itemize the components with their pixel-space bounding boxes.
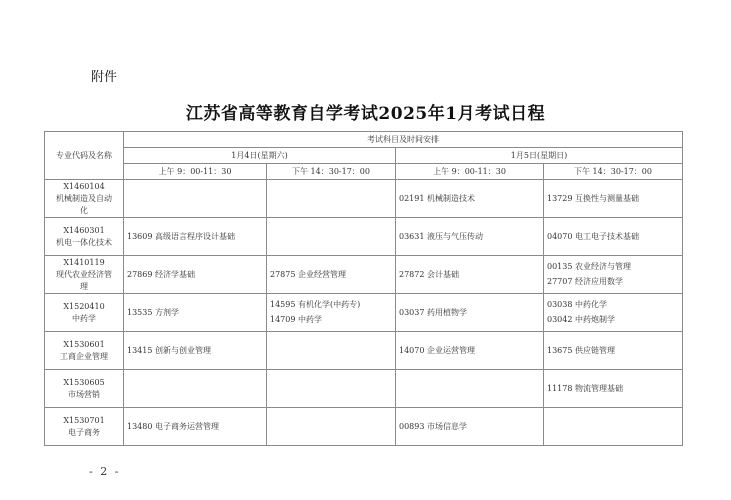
schedule-header-cell: 考试科目及时间安排 bbox=[124, 132, 683, 148]
major-row bbox=[45, 256, 683, 294]
course-cell bbox=[544, 294, 683, 332]
major-code: X1520410 bbox=[63, 301, 105, 311]
major-row bbox=[45, 294, 683, 332]
day-row bbox=[45, 148, 683, 164]
course-cell bbox=[544, 332, 683, 370]
course-cell bbox=[396, 294, 544, 332]
major-header-cell: 专业代码及名称 bbox=[45, 132, 124, 180]
course-cell bbox=[267, 294, 396, 332]
major-row bbox=[45, 370, 683, 408]
course-cell bbox=[124, 408, 267, 446]
course-entry: 13609 高级语言程序设计基础 bbox=[127, 231, 235, 241]
course-cell bbox=[124, 332, 267, 370]
page-number: - 2 - bbox=[89, 465, 121, 478]
course-entry: 03631 液压与气压传动 bbox=[399, 231, 483, 241]
course-entry: 11178 物流管理基础 bbox=[547, 383, 623, 393]
session-cell: 上午 9：00-11：30 bbox=[124, 164, 267, 180]
course-cell bbox=[124, 294, 267, 332]
major-code: X1530605 bbox=[63, 377, 105, 387]
course-cell bbox=[124, 256, 267, 294]
course-cell bbox=[396, 408, 544, 446]
course-cell bbox=[544, 370, 683, 408]
major-name: 中药学 bbox=[72, 313, 96, 323]
major-code: X1410119 bbox=[63, 257, 105, 267]
session-cell: 上午 9：00-11：30 bbox=[396, 164, 544, 180]
course-cell bbox=[124, 370, 267, 408]
course-entry: 00135 农业经济与管理 bbox=[547, 262, 631, 271]
major-name: 工商企业管理 bbox=[60, 351, 108, 361]
course-entry: 13729 互换性与测量基础 bbox=[547, 193, 639, 203]
major-row bbox=[45, 218, 683, 256]
session-cell: 下午 14：30-17：00 bbox=[544, 164, 683, 180]
major-cell bbox=[45, 408, 124, 446]
course-entry: 13675 供应链管理 bbox=[547, 345, 615, 355]
course-entry: 14709 中药学 bbox=[270, 315, 322, 324]
course-cell bbox=[544, 180, 683, 218]
course-cell bbox=[544, 408, 683, 446]
day-cell: 1月5日(星期日) bbox=[396, 148, 683, 164]
course-cell bbox=[544, 218, 683, 256]
attachment-label: 附件 bbox=[91, 70, 118, 85]
course-entry: 27707 经济应用数学 bbox=[547, 277, 623, 286]
course-cell bbox=[396, 370, 544, 408]
major-code: X1460104 bbox=[63, 181, 105, 191]
major-cell bbox=[45, 180, 124, 218]
major-cell bbox=[45, 256, 124, 294]
course-cell bbox=[544, 256, 683, 294]
course-cell bbox=[267, 256, 396, 294]
course-entry: 27872 会计基础 bbox=[399, 269, 459, 279]
course-entry: 13535 方剂学 bbox=[127, 307, 179, 317]
course-cell bbox=[396, 332, 544, 370]
course-cell bbox=[267, 370, 396, 408]
course-cell bbox=[124, 180, 267, 218]
course-cell bbox=[396, 218, 544, 256]
course-entry: 02191 机械制造技术 bbox=[399, 193, 475, 203]
course-entry: 27875 企业经营管理 bbox=[270, 269, 346, 279]
course-cell bbox=[267, 408, 396, 446]
course-entry: 03038 中药化学 bbox=[547, 300, 607, 309]
course-cell bbox=[396, 256, 544, 294]
course-entry: 04070 电工电子技术基础 bbox=[547, 231, 639, 241]
session-row bbox=[45, 164, 683, 180]
course-entry: 00893 市场信息学 bbox=[399, 421, 467, 431]
major-cell bbox=[45, 294, 124, 332]
course-entry: 03037 药用植物学 bbox=[399, 307, 467, 317]
major-name: 现代农业经济管理 bbox=[56, 269, 112, 291]
major-name: 机械制造及自动化 bbox=[56, 193, 112, 215]
major-cell bbox=[45, 218, 124, 256]
course-cell bbox=[396, 180, 544, 218]
document-title: 江苏省高等教育自学考试2025年1月考试日程 bbox=[185, 104, 546, 124]
course-entry: 14595 有机化学(中药专) bbox=[270, 300, 361, 309]
major-row bbox=[45, 408, 683, 446]
course-entry: 14070 企业运营管理 bbox=[399, 345, 475, 355]
major-row bbox=[45, 332, 683, 370]
course-entry: 13480 电子商务运营管理 bbox=[127, 421, 219, 431]
major-code: X1530701 bbox=[63, 415, 105, 425]
major-cell bbox=[45, 370, 124, 408]
session-cell: 下午 14：30-17：00 bbox=[267, 164, 396, 180]
major-name: 机电一体化技术 bbox=[56, 237, 112, 247]
course-entry: 03042 中药炮制学 bbox=[547, 315, 615, 324]
major-row bbox=[45, 180, 683, 218]
course-entry: 13415 创新与创业管理 bbox=[127, 345, 211, 355]
course-entry: 27869 经济学基础 bbox=[127, 269, 195, 279]
exam-schedule-table bbox=[44, 131, 683, 446]
course-cell bbox=[124, 218, 267, 256]
major-code: X1460301 bbox=[63, 225, 105, 235]
major-name: 市场营销 bbox=[68, 389, 100, 399]
header-row bbox=[45, 132, 683, 148]
major-cell bbox=[45, 332, 124, 370]
major-code: X1530601 bbox=[63, 339, 105, 349]
course-cell bbox=[267, 332, 396, 370]
course-cell bbox=[267, 218, 396, 256]
day-cell: 1月4日(星期六) bbox=[124, 148, 396, 164]
major-name: 电子商务 bbox=[68, 427, 100, 437]
course-cell bbox=[267, 180, 396, 218]
